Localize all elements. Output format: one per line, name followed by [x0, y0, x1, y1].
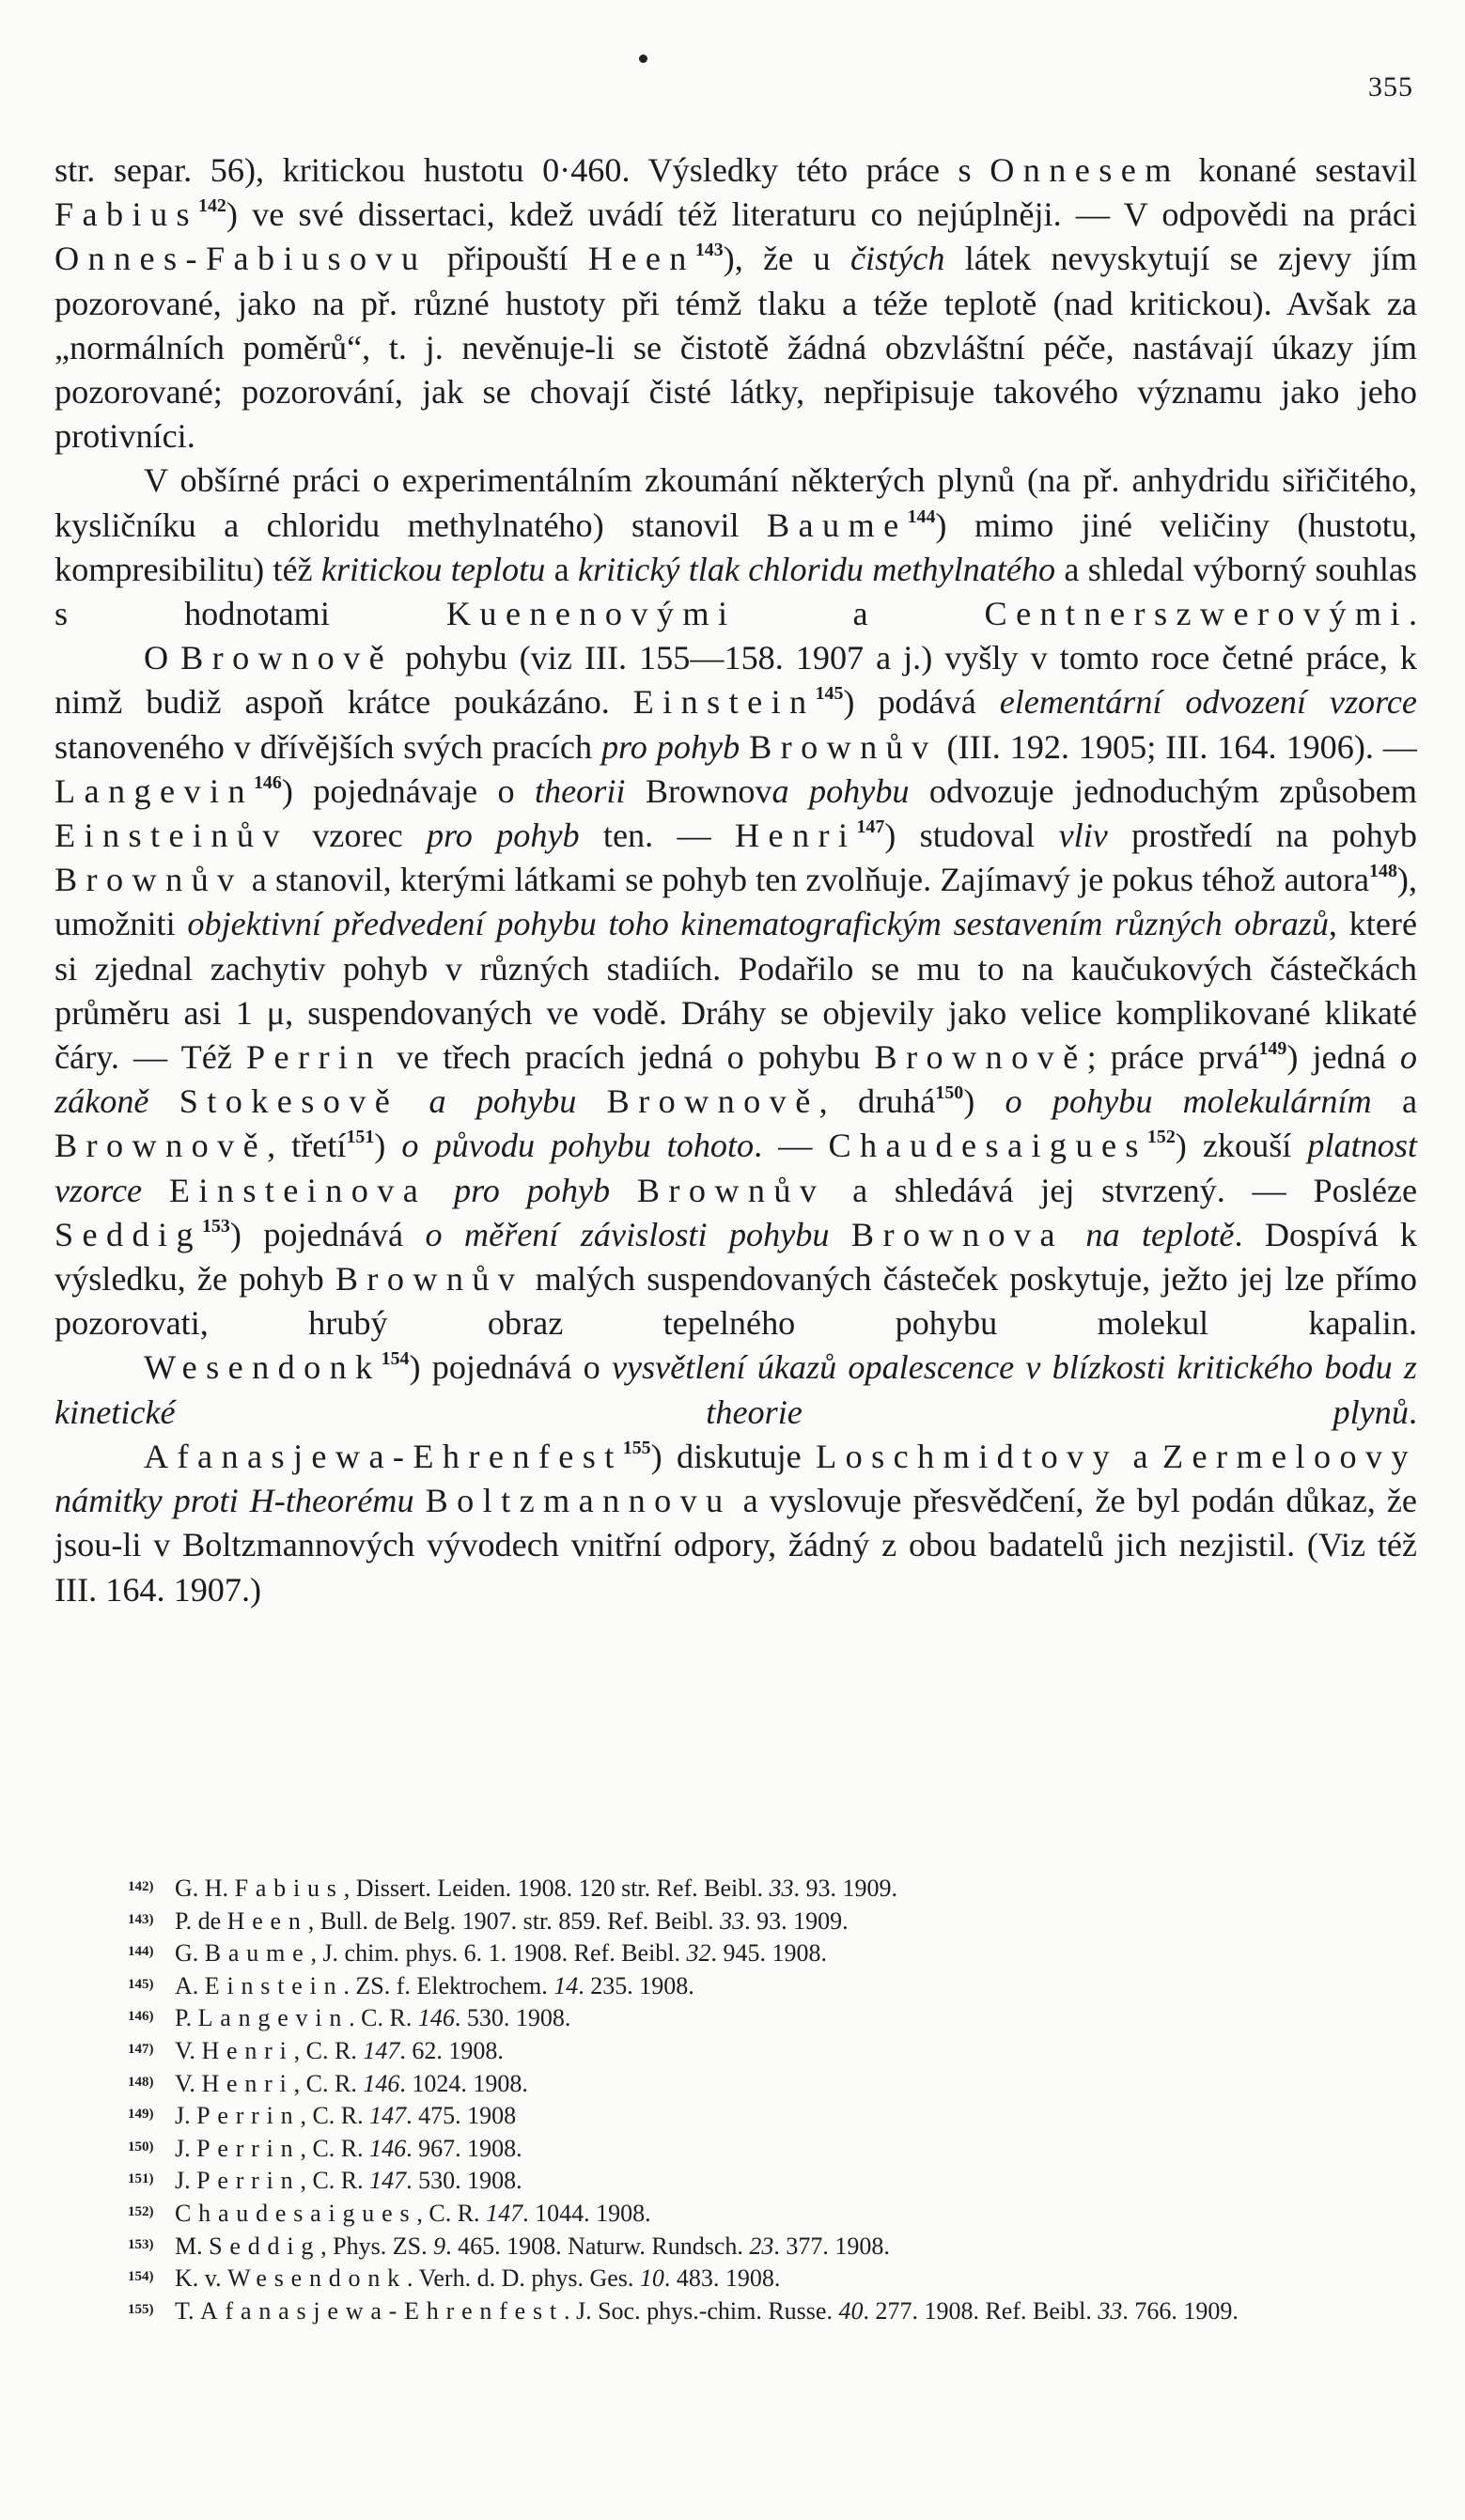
footnote — [55, 2067, 1417, 2100]
ink-dot — [639, 54, 647, 63]
footnote-number: 148) — [128, 2074, 154, 2090]
footnote — [55, 1905, 1417, 1937]
footnote — [55, 2164, 1417, 2197]
footnote-text: V. Henri, C. R. 147. 62. 1908. — [175, 2036, 504, 2064]
footnote-number: 153) — [128, 2236, 154, 2252]
footnote-number: 142) — [128, 1879, 154, 1894]
footnote-text: G. Baume, J. chim. phys. 6. 1. 1908. Ref. Beibl. 32. 945. 1908. — [175, 1939, 828, 1968]
footnote-number: 154) — [128, 2269, 154, 2285]
footnote-number: 144) — [128, 1944, 154, 1960]
footnote-number: 151) — [128, 2171, 154, 2187]
footnote — [55, 1937, 1417, 1969]
page-number: 355 — [1368, 71, 1413, 102]
footnote — [55, 2132, 1417, 2165]
footnote-text: J. Perrin, C. R. 146. 967. 1908. — [175, 2134, 522, 2162]
footnote — [55, 2262, 1417, 2294]
footnote — [55, 2230, 1417, 2263]
footnote — [55, 2294, 1417, 2327]
footnote-number: 150) — [128, 2139, 154, 2154]
footnote-number: 145) — [128, 1976, 154, 1992]
footnote — [55, 2034, 1417, 2067]
footnote — [55, 2197, 1417, 2230]
footnote-number: 152) — [128, 2203, 154, 2219]
footnote-number: 149) — [128, 2107, 154, 2123]
footnote-text: G. H. Fabius, Dissert. Leiden. 1908. 120 str. Ref. Beibl. 33. 93. 1909. — [175, 1874, 897, 1902]
footnotes — [55, 1872, 1417, 2326]
footnote-text: M. Seddig, Phys. ZS. 9. 465. 1908. Naturw. Rundsch. 23. 377. 1908. — [175, 2232, 890, 2260]
footnote-text: V. Henri, C. R. 146. 1024. 1908. — [175, 2069, 528, 2097]
footnote — [55, 1872, 1417, 1905]
footnote-number: 155) — [128, 2301, 154, 2317]
paragraph: V obšírné práci o experimentálním zkoumání některých plynů (na př. anhydridu siřičitého, kysličníku a chloridu methylnatého) stanovil Baume$^{144}$) mimo jiné veličiny (hustotu, kompresibilitu) též kritickou teplotu a kritický tlak chloridu methylnatého a shledal výborný souhlas s hodnotami Kuenenovými a Centnerszwerovými. — [55, 461, 1418, 633]
footnote-text: P. Langevin. C. R. 146. 530. 1908. — [175, 2004, 571, 2032]
footnote — [55, 1969, 1417, 2002]
paragraph: str. separ. 56), kritickou hustotu 0·460. Výsledky této práce s Onnesem konané sestavil Fabius$^{142}$) ve své dissertaci, kdež uvádí též literaturu co nejúplněji. — V odpovědi na práci Onnes-Fabiusovu připouští Heen$^{143}$), že u čistých látek nevyskytují se zjevy jím pozorované, jako na př. různé hustoty při témž tlaku a téže teplotě (nad kritickou). Avšak za „normálních poměrů“, t. j. nevěnuje-li se čistotě žádná obzvláštní péče, nastávají úkazy jím pozorované; pozorování, jak se chovají čisté látky, nepřipisuje takového významu jako jeho protivníci. — [55, 151, 1417, 456]
footnote-text: K. v. Wesendonk. Verh. d. D. phys. Ges. 10. 483. 1908. — [175, 2264, 781, 2293]
footnote — [55, 2001, 1417, 2034]
footnote-text: Chaudesaigues, C. R. 147. 1044. 1908. — [175, 2199, 651, 2227]
footnote-text: J. Perrin, C. R. 147. 530. 1908. — [175, 2167, 522, 2195]
footnote — [55, 2099, 1417, 2132]
footnote-number: 146) — [128, 2009, 154, 2025]
paragraph: O Brownově pohybu (viz III. 155—158. 1907 a j.) vyšly v tomto roce četné práce, k nimž budiž aspoň krátce poukázáno. Einstein$^{145}$) podává elementární odvození vzorce stanoveného v dřívějších svých pracích pro pohyb Brownův (III. 192. 1905; III. 164. 1906). — Langevin$^{146}$) pojednávaje o theorii Brownova pohybu odvozuje jednoduchým způsobem Einsteinův vzorec pro pohyb ten. — Henri$^{147}$) studoval vliv prostředí na pohyb Brownův a stanovil, kterými látkami se pohyb ten zvolňuje. Zajímavý je pokus téhož autora$^{148}$), umožniti objektivní předvedení pohybu toho kinematografickým sestavením různých obrazů, které si zjednal zachytiv pohyb v různých stadiích. Podařilo se mu to na kaučukových částečkách průměru asi 1 μ, suspendovaných ve vodě. Dráhy se objevily jako velice komplikované klikaté čáry. — Též Perrin ve třech pracích jedná o pohybu Brownově; práce prvá$^{149}$) jedná o zákoně Stokesově a pohybu Brownově, druhá$^{150}$) o pohybu molekulárním a Brownově, třetí$^{151}$) o původu pohybu tohoto. — Chaudesaigues$^{152}$) zkouší platnost vzorce Einsteinova pro pohyb Brownův a shledává jej stvrzený. — Posléze Seddig$^{153}$) pojednává o měření závislosti pohybu Brownova na teplotě. Dospívá k výsledku, že pohyb Brownův malých suspendovaných částeček poskytuje, ježto jej lze přímo pozorovati, hrubý obraz tepelného pohybu molekul kapalin. — [55, 639, 1418, 1343]
footnote-text: P. de Heen, Bull. de Belg. 1907. str. 859. Ref. Beibl. 33. 93. 1909. — [175, 1906, 849, 1935]
paragraph: Wesendonk$^{154}$) pojednává o vysvětlení úkazů opalescence v blízkosti kritického bodu z kinetické theorie plynů. — [55, 1348, 1417, 1431]
footnote-text: T. Afanasjewa-Ehrenfest. J. Soc. phys.-chim. Russe. 40. 277. 1908. Ref. Beibl. 33. 766. 1909. — [175, 2296, 1239, 2325]
footnote-number: 143) — [128, 1911, 154, 1927]
main-text — [55, 148, 1417, 1612]
footnote-text: A. Einstein. ZS. f. Elektrochem. 14. 235. 1908. — [175, 1971, 694, 1999]
paragraph: Afanasjewa-Ehrenfest$^{155}$) diskutuje Loschmidtovy a Zermeloovy námitky proti H-theorému Boltzmannovu a vyslovuje přesvědčení, že byl podán důkaz, že jsou-li v Boltzmannových vývodech vnitřní odpory, žádný z obou badatelů jich nezjistil. (Viz též III. 164. 1907.) — [55, 1437, 1417, 1609]
footnote-text: J. Perrin, C. R. 147. 475. 1908 — [175, 2102, 517, 2130]
footnote-number: 147) — [128, 2041, 154, 2057]
